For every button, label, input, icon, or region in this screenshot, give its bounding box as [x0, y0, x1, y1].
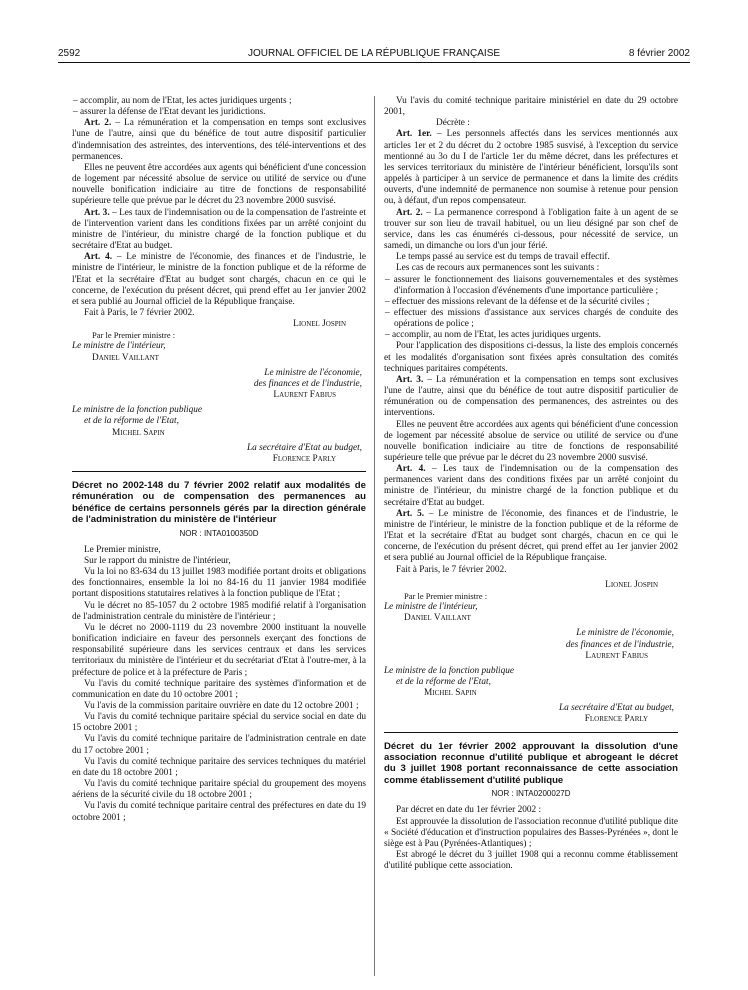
article-3: Art. 3. – Les taux de l'indemnisation ou de la compensation de l'astreinte et de l'intervention varient dans les conditions fixées par un arrêté conjoint du ministre de l'intérieur, du ministre chargé de la fonction publique et du secrétaire d'Etat au budget. [72, 207, 366, 252]
secretary-budget-title: La secrétaire d'Etat au budget, [247, 442, 362, 453]
minister-economy-title-2: des finances et de l'industrie, [565, 639, 674, 650]
paragraph: Vu l'avis de la commission paritaire ouvrière en date du 12 octobre 2001 ; [84, 700, 359, 711]
par-premier-ministre: Par le Premier ministre : [404, 590, 488, 601]
signature-vaillant: Daniel Vaillant [404, 613, 471, 624]
decrete: Décrète : [436, 118, 470, 129]
signature-jospin: Lionel Jospin [293, 319, 346, 330]
paragraph: Le Premier ministre, [84, 544, 161, 555]
signature-parly: Florence Parly [272, 453, 336, 464]
page-number: 2592 [58, 48, 81, 59]
right-column [384, 96, 678, 872]
signature-fabius: Laurent Fabius [273, 390, 336, 401]
list-item: – assurer la défense de l'Etat devant les juridictions. [72, 107, 366, 118]
fait-a-paris: Fait à Paris, le 7 février 2002. [84, 307, 195, 318]
article-1: Art. 1er. – Les personnels affectés dans les services mentionnés aux articles 1er et 2 du décret du 2 octobre 1985 susvisé, à l'exception du service mentionné au 3o du I de l'article 1er du même décret, dans les préfectures et les services territoriaux du ministère de l'intérieur bénéficient, lorsqu'ils sont appelés à participer à un service de permanence et dans la limite des crédits ouverts, d'une indemnité de permanence non soumise à retenue pour pension ou, à défaut, d'un repos compensateur. [384, 129, 679, 207]
list-item: – effectuer des missions d'assistance aux services chargés de conduite des opérations de police ; [384, 308, 678, 330]
paragraph: Vu l'avis du comité technique paritaire des services techniques du matériel en date du 18 octobre 2001 ; [72, 756, 366, 778]
article-4: Art. 4. – Le ministre de l'économie, des finances et de l'industrie, le ministre de l'intérieur, le ministre de la fonction publique et de la réforme de l'Etat et la secrétaire d'Etat au budget sont chargés, chacun en ce qui le concerne, de l'exécution du présent décret, qui prend effet au 1er janvier 2002 et sera publié au Journal officiel de la République française. [72, 252, 366, 307]
column-divider [374, 96, 375, 976]
paragraph: Vu l'avis du comité technique paritaire ministériel en date du 29 octobre 2001, [384, 96, 678, 118]
paragraph: Vu l'avis du comité technique paritaire spécial du groupement des moyens aériens de la sécurité civile du 18 octobre 2001 ; [72, 779, 366, 801]
minister-fp-title: Le ministre de la fonction publique [72, 405, 203, 416]
decree-title: Décret du 1er février 2002 approuvant la dissolution d'une association reconnue d'utilité publique et abrogeant le décret du 3 juillet 1908 portant reconnaissance de cette association comme établissement d'utilité publique [384, 740, 678, 786]
paragraph: Vu le décret no 85-1057 du 2 octobre 1985 modifié relatif à l'organisation de l'administration centrale du ministère de l'intérieur ; [72, 600, 366, 622]
article-4: Art. 4. – Les taux de l'indemnisation ou de la compensation des permanences varient dans des conditions fixées par un arrêté conjoint du ministre de l'intérieur, du ministre chargé de la fonction publique et du secrétaire d'Etat au budget. [384, 464, 679, 508]
minister-economy-title: Le ministre de l'économie, [576, 628, 674, 639]
minister-interior-title: Le ministre de l'intérieur, [72, 341, 166, 352]
list-item: – effectuer des missions relevant de la défense et de la sécurité civiles ; [384, 297, 678, 308]
signature-sapin: Michel Sapin [424, 688, 477, 699]
par-premier-ministre: Par le Premier ministre : [92, 330, 176, 341]
secretary-budget-title: La secrétaire d'Etat au budget, [559, 703, 674, 714]
paragraph: Est approuvée la dissolution de l'association reconnue d'utilité publique dite « Société d'éducation et d'instruction populaires des Basses-Pyrénées », dont le siège est à Pau (Pyrénées-Atlantiques) ; [384, 816, 678, 849]
decree-title: Décret no 2002-148 du 7 février 2002 relatif aux modalités de rémunération ou de compensation des permanences au bénéfice de certains personnels gérés par la direction générale de l'administration du ministère de l'intérieur [72, 480, 366, 526]
section-rule [72, 471, 366, 472]
paragraph: Vu le décret no 2000-1119 du 23 novembre 2000 instituant la nouvelle bonification indiciaire en faveur des personnels exerçant des fonctions de responsabilité supérieure dans les services centraux et dans les services territoriaux du ministère de l'intérieur et du secrétariat d'Etat à l'outre-mer, à la préfecture de police et à la préfecture de Paris ; [72, 622, 366, 678]
nor-reference: NOR : INTA0200027D [491, 789, 571, 799]
paragraph: Elles ne peuvent être accordées aux agents qui bénéficient d'une concession de logement par nécessité absolue de service ou utilité de service ou d'une nouvelle bonification indiciaire au titre de fonctions de responsabilité supérieure telle que prévue par le décret du 23 novembre 2000 susvisé. [72, 162, 366, 207]
section-rule [384, 732, 678, 733]
paragraph: Vu la loi no 83-634 du 13 juillet 1983 modifiée portant droits et obligations des fonctionnaires, ensemble la loi no 84-16 du 11 janvier 1984 modifiée portant dispositions statutaires relatives à la fonction publique de l'Etat ; [72, 567, 366, 600]
minister-interior-title: Le ministre de l'intérieur, [384, 602, 478, 613]
article-2: Art. 2. – La rémunération et la compensation en temps sont exclusives l'une de l'autre, ainsi que du bénéfice de tout autre dispositif particulier d'indemnisation des astreintes, des interventions, des télé-interventions et des permanences. [72, 118, 366, 162]
paragraph: Elles ne peuvent être accordées aux agents qui bénéficient d'une concession de logement par nécessité absolue de service ou utilité de service ou d'une nouvelle bonification indiciaire au titre de fonctions de responsabilité supérieure telle que prévue par le décret du 23 novembre 2000 susvisé. [384, 419, 678, 463]
signature-sapin: Michel Sapin [112, 427, 165, 438]
minister-economy-title-2: des finances et de l'industrie, [253, 378, 362, 389]
signature-jospin: Lionel Jospin [605, 579, 658, 590]
minister-fp-title-2: et de la réforme de l'Etat, [84, 416, 179, 427]
paragraph: Vu l'avis du comité technique paritaire de l'administration centrale en date du 17 octobre 2001 ; [72, 734, 366, 756]
signature-parly: Florence Parly [584, 714, 648, 725]
header-rule [58, 62, 690, 63]
list-item: – assurer le fonctionnement des liaisons gouvernementales et des systèmes d'information à l'occasion d'événements d'une importance particulière ; [384, 275, 678, 297]
paragraph: Pour l'application des dispositions ci-dessus, la liste des emplois concernés et les modalités d'organisation sont fixées après consultation des comités techniques paritaires compétents. [384, 341, 678, 374]
paragraph: Vu l'avis du comité technique paritaire des systèmes d'information et de communication en date du 10 octobre 2001 ; [72, 678, 366, 700]
paragraph: Sur le rapport du ministre de l'intérieur, [84, 555, 231, 566]
signature-vaillant: Daniel Vaillant [92, 352, 159, 363]
article-2: Art. 2. – La permanence correspond à l'obligation faite à un agent de se trouver sur son lieu de travail habituel, ou un lieu désigné par son chef de service, dans les cas énumérés ci-dessous, pour nécessité de service, un samedi, un dimanche ou lors d'un jour férié. [384, 207, 678, 252]
minister-economy-title: Le ministre de l'économie, [264, 367, 362, 378]
paragraph: Par décret en date du 1er février 2002 : [396, 805, 542, 816]
left-column [72, 96, 366, 824]
paragraph: Est abrogé le décret du 3 juillet 1908 qui a reconnu comme établissement d'utilité publique cette association. [384, 850, 678, 872]
paragraph: Vu l'avis du comité technique paritaire central des préfectures en date du 19 octobre 2001 ; [72, 801, 366, 823]
list-item: – accomplir, au nom de l'Etat, les actes juridiques urgents. [384, 330, 678, 341]
article-3: Art. 3. – La rémunération et la compensation en temps sont exclusives l'une de l'autre, ainsi que du bénéfice de tout autre dispositif particulier de rémunération ou de compensation des permanences, des astreintes ou des interventions. [384, 374, 678, 419]
paragraph: Vu l'avis du comité technique paritaire spécial du service social en date du 15 octobre 2001 ; [72, 712, 366, 734]
paragraph: Le temps passé au service est du temps de travail effectif. [396, 252, 610, 263]
list-item: – accomplir, au nom de l'Etat, les actes juridiques urgents ; [72, 96, 366, 107]
minister-fp-title: Le ministre de la fonction publique [384, 665, 515, 676]
fait-a-paris: Fait à Paris, le 7 février 2002. [396, 564, 507, 575]
nor-reference: NOR : INTA0100350D [179, 528, 259, 538]
minister-fp-title-2: et de la réforme de l'Etat, [396, 676, 491, 687]
article-5: Art. 5. – Le ministre de l'économie, des finances et de l'industrie, le ministre de l'intérieur, le ministre de la fonction publique et de la réforme de l'Etat et la secrétaire d'Etat au budget sont chargés, chacun en ce qui le concerne, de l'exécution du présent décret, qui prend effet au 1er janvier 2002 et sera publié au Journal officiel de la République française. [384, 508, 678, 564]
issue-date: 8 février 2002 [628, 48, 690, 59]
journal-title: JOURNAL OFFICIEL DE LA RÉPUBLIQUE FRANÇAISE [247, 48, 501, 59]
signature-fabius: Laurent Fabius [585, 650, 648, 661]
paragraph: Les cas de recours aux permanences sont les suivants : [396, 263, 600, 274]
